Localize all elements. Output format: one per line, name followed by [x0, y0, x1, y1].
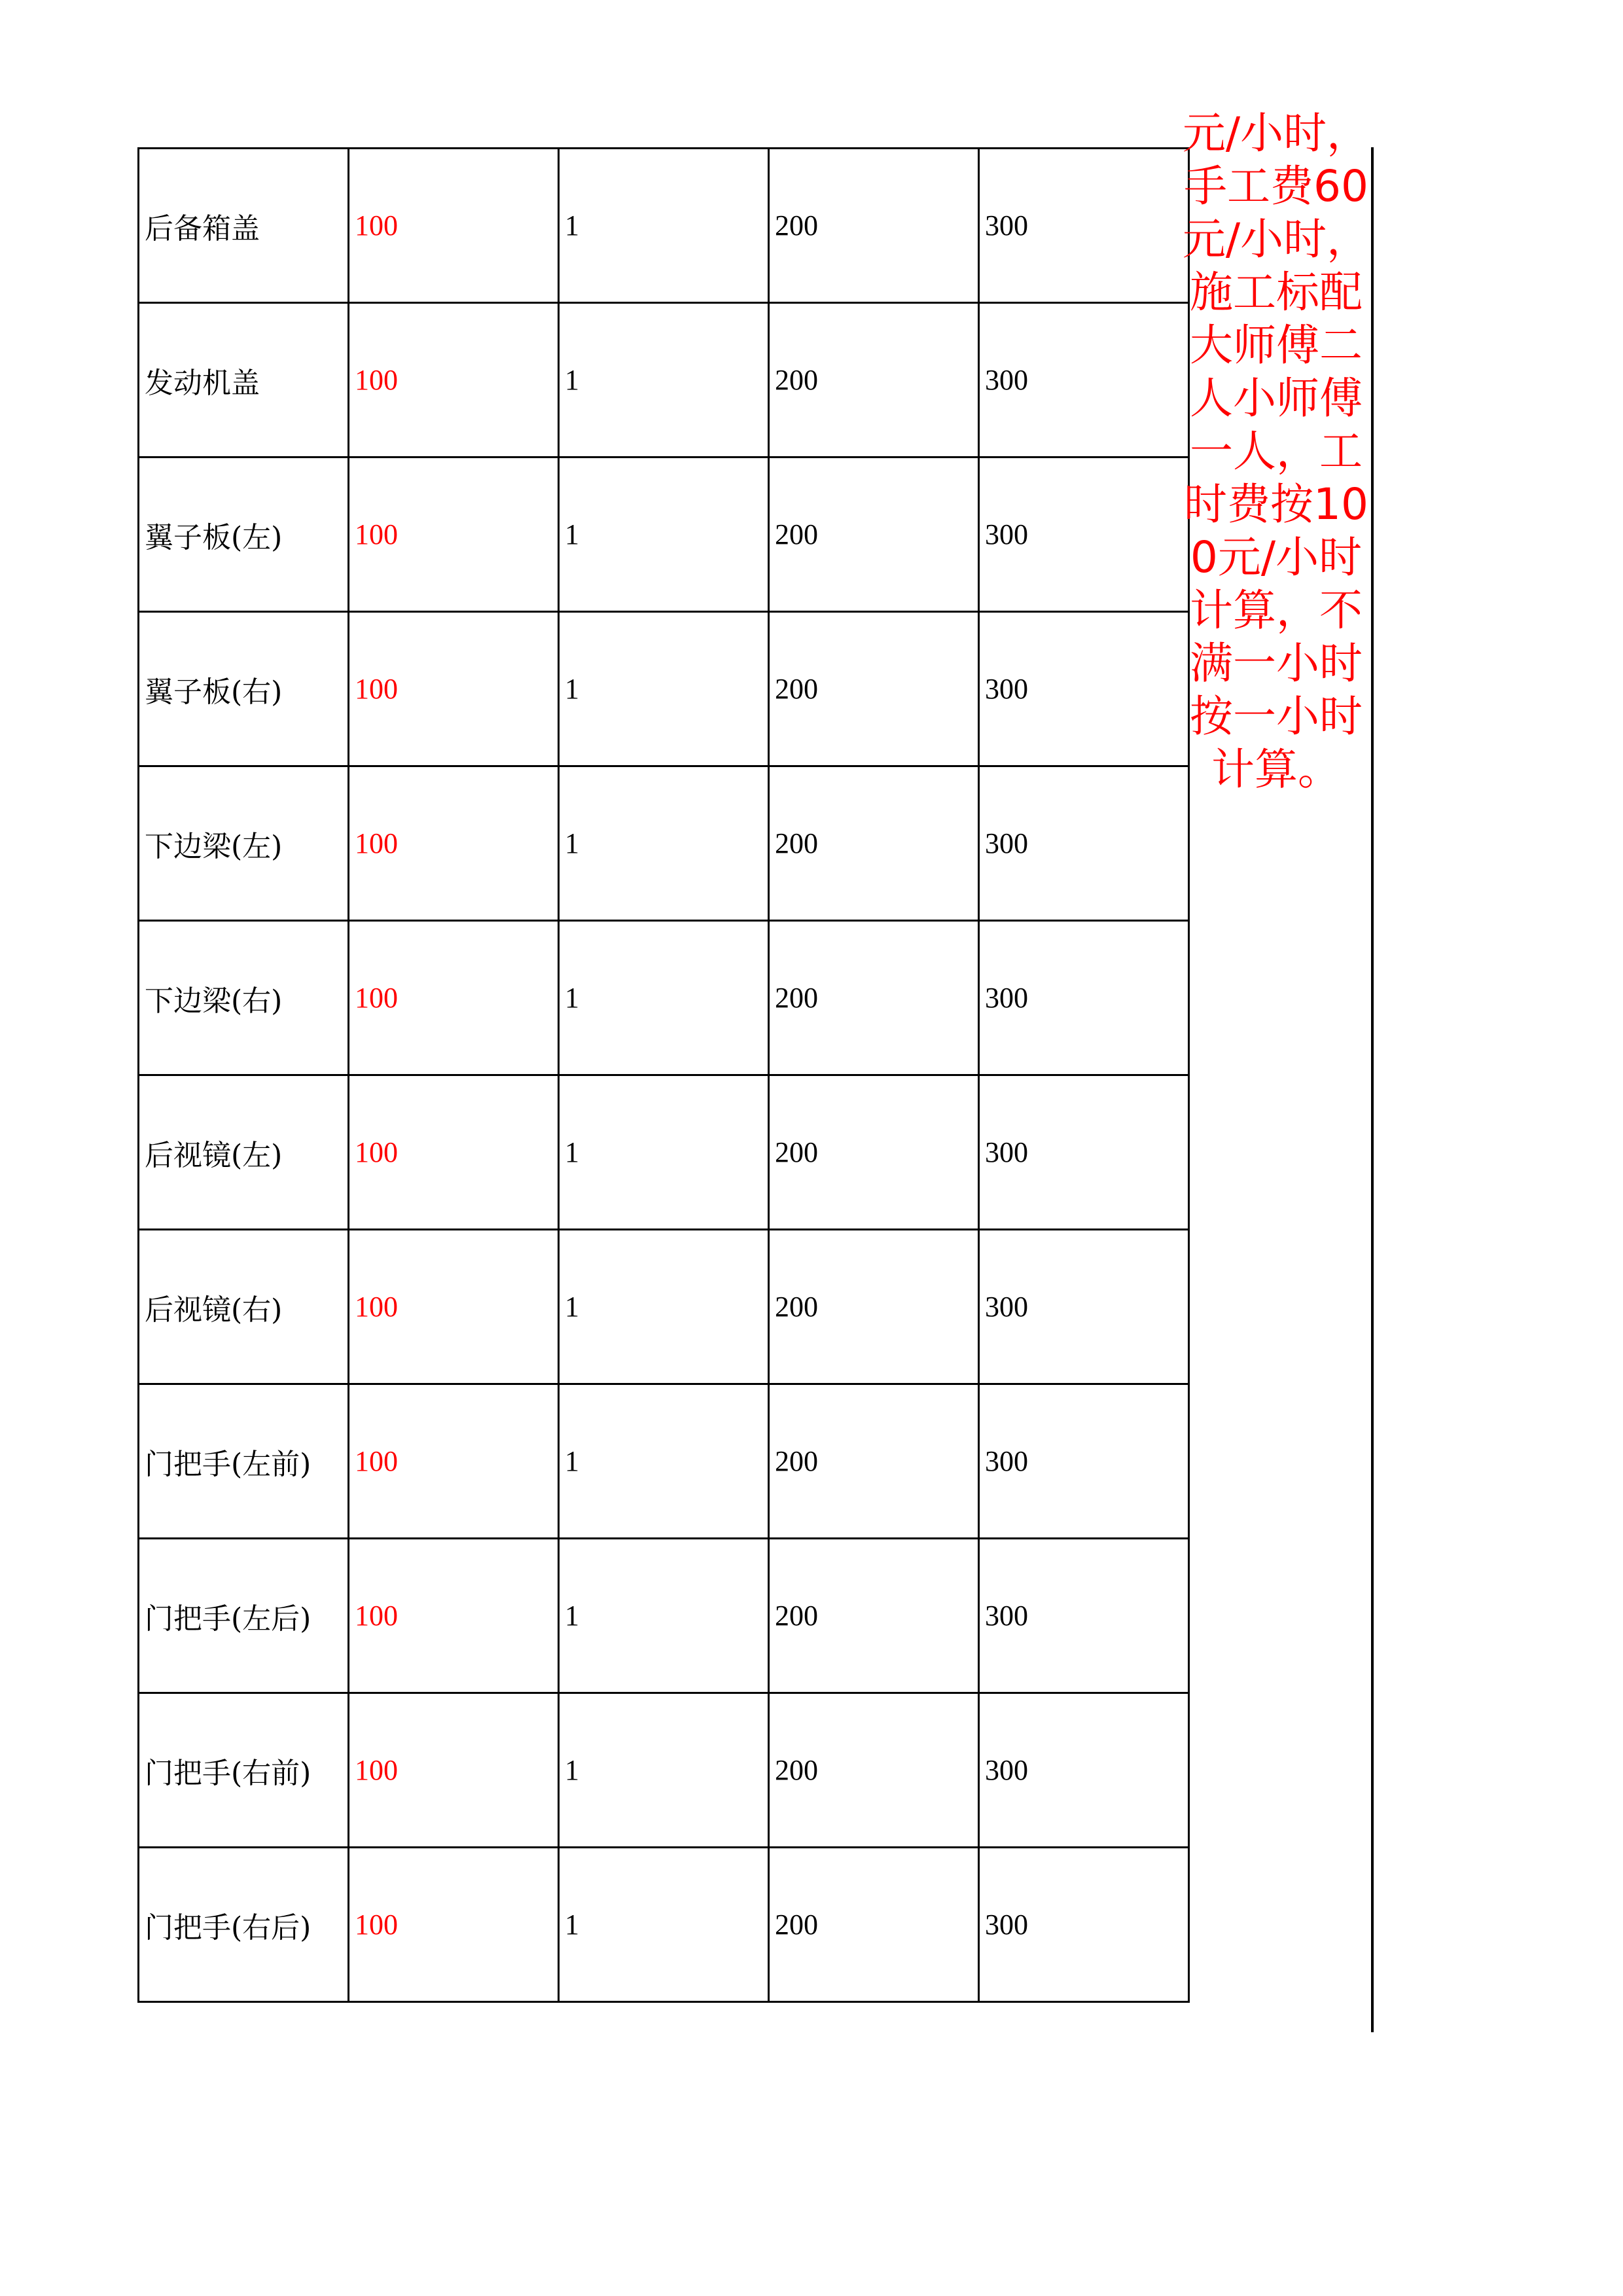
- table-row: [139, 921, 1189, 1075]
- table-row: [139, 303, 1189, 457]
- total-cell: 300: [979, 457, 1189, 612]
- price-cell: 100: [349, 303, 559, 457]
- table-row: [139, 1848, 1189, 2002]
- total-cell: 300: [979, 303, 1189, 457]
- price-cell: 100: [349, 1230, 559, 1384]
- subtotal-cell: 200: [769, 766, 979, 921]
- subtotal-cell: 200: [769, 1848, 979, 2002]
- total-cell: 300: [979, 1384, 1189, 1539]
- subtotal-cell: 200: [769, 149, 979, 303]
- subtotal-cell: 200: [769, 1384, 979, 1539]
- quantity-cell: 1: [559, 766, 769, 921]
- price-cell: 100: [349, 1075, 559, 1230]
- item-name-cell: 下边梁(右): [139, 921, 349, 1075]
- table-row: [139, 149, 1189, 303]
- item-name-cell: 门把手(左后): [139, 1539, 349, 1693]
- table-row: [139, 1075, 1189, 1230]
- table-row: [139, 1230, 1189, 1384]
- quantity-cell: 1: [559, 1230, 769, 1384]
- subtotal-cell: 200: [769, 1075, 979, 1230]
- price-table: [137, 147, 1190, 2003]
- item-name-cell: 翼子板(左): [139, 457, 349, 612]
- item-name-cell: 后视镜(左): [139, 1075, 349, 1230]
- quantity-cell: 1: [559, 149, 769, 303]
- item-name-cell: 发动机盖: [139, 303, 349, 457]
- total-cell: 300: [979, 921, 1189, 1075]
- total-cell: 300: [979, 766, 1189, 921]
- table-row: [139, 457, 1189, 612]
- price-cell: 100: [349, 766, 559, 921]
- total-cell: 300: [979, 1230, 1189, 1384]
- quantity-cell: 1: [559, 1384, 769, 1539]
- price-cell: 100: [349, 1693, 559, 1848]
- quantity-cell: 1: [559, 921, 769, 1075]
- price-cell: 100: [349, 921, 559, 1075]
- price-cell: 100: [349, 1848, 559, 2002]
- table-row: [139, 1539, 1189, 1693]
- total-cell: 300: [979, 612, 1189, 766]
- total-cell: 300: [979, 1539, 1189, 1693]
- subtotal-cell: 200: [769, 1693, 979, 1848]
- subtotal-cell: 200: [769, 921, 979, 1075]
- item-name-cell: 门把手(右前): [139, 1693, 349, 1848]
- price-cell: 100: [349, 1539, 559, 1693]
- subtotal-cell: 200: [769, 612, 979, 766]
- labor-fee-note: 元/小时，手工费60元/小时，施工标配大师傅二人小师傅一人，工时费按100元/小时计算，不满一小时按一小时计算。: [1182, 108, 1370, 795]
- item-name-cell: 门把手(右后): [139, 1848, 349, 2002]
- quantity-cell: 1: [559, 303, 769, 457]
- price-table-body: [139, 149, 1189, 2002]
- price-cell: 100: [349, 1384, 559, 1539]
- subtotal-cell: 200: [769, 1539, 979, 1693]
- table-row: [139, 1693, 1189, 1848]
- item-name-cell: 下边梁(左): [139, 766, 349, 921]
- subtotal-cell: 200: [769, 1230, 979, 1384]
- price-cell: 100: [349, 612, 559, 766]
- total-cell: 300: [979, 1693, 1189, 1848]
- item-name-cell: 门把手(左前): [139, 1384, 349, 1539]
- price-cell: 100: [349, 457, 559, 612]
- quantity-cell: 1: [559, 612, 769, 766]
- quantity-cell: 1: [559, 1693, 769, 1848]
- total-cell: 300: [979, 1848, 1189, 2002]
- item-name-cell: 翼子板(右): [139, 612, 349, 766]
- total-cell: 300: [979, 149, 1189, 303]
- quantity-cell: 1: [559, 1075, 769, 1230]
- table-row: [139, 766, 1189, 921]
- item-name-cell: 后备箱盖: [139, 149, 349, 303]
- note-column: [1181, 108, 1374, 2032]
- total-cell: 300: [979, 1075, 1189, 1230]
- table-row: [139, 612, 1189, 766]
- subtotal-cell: 200: [769, 457, 979, 612]
- quantity-cell: 1: [559, 457, 769, 612]
- quantity-cell: 1: [559, 1848, 769, 2002]
- item-name-cell: 后视镜(右): [139, 1230, 349, 1384]
- quantity-cell: 1: [559, 1539, 769, 1693]
- price-cell: 100: [349, 149, 559, 303]
- table-row: [139, 1384, 1189, 1539]
- subtotal-cell: 200: [769, 303, 979, 457]
